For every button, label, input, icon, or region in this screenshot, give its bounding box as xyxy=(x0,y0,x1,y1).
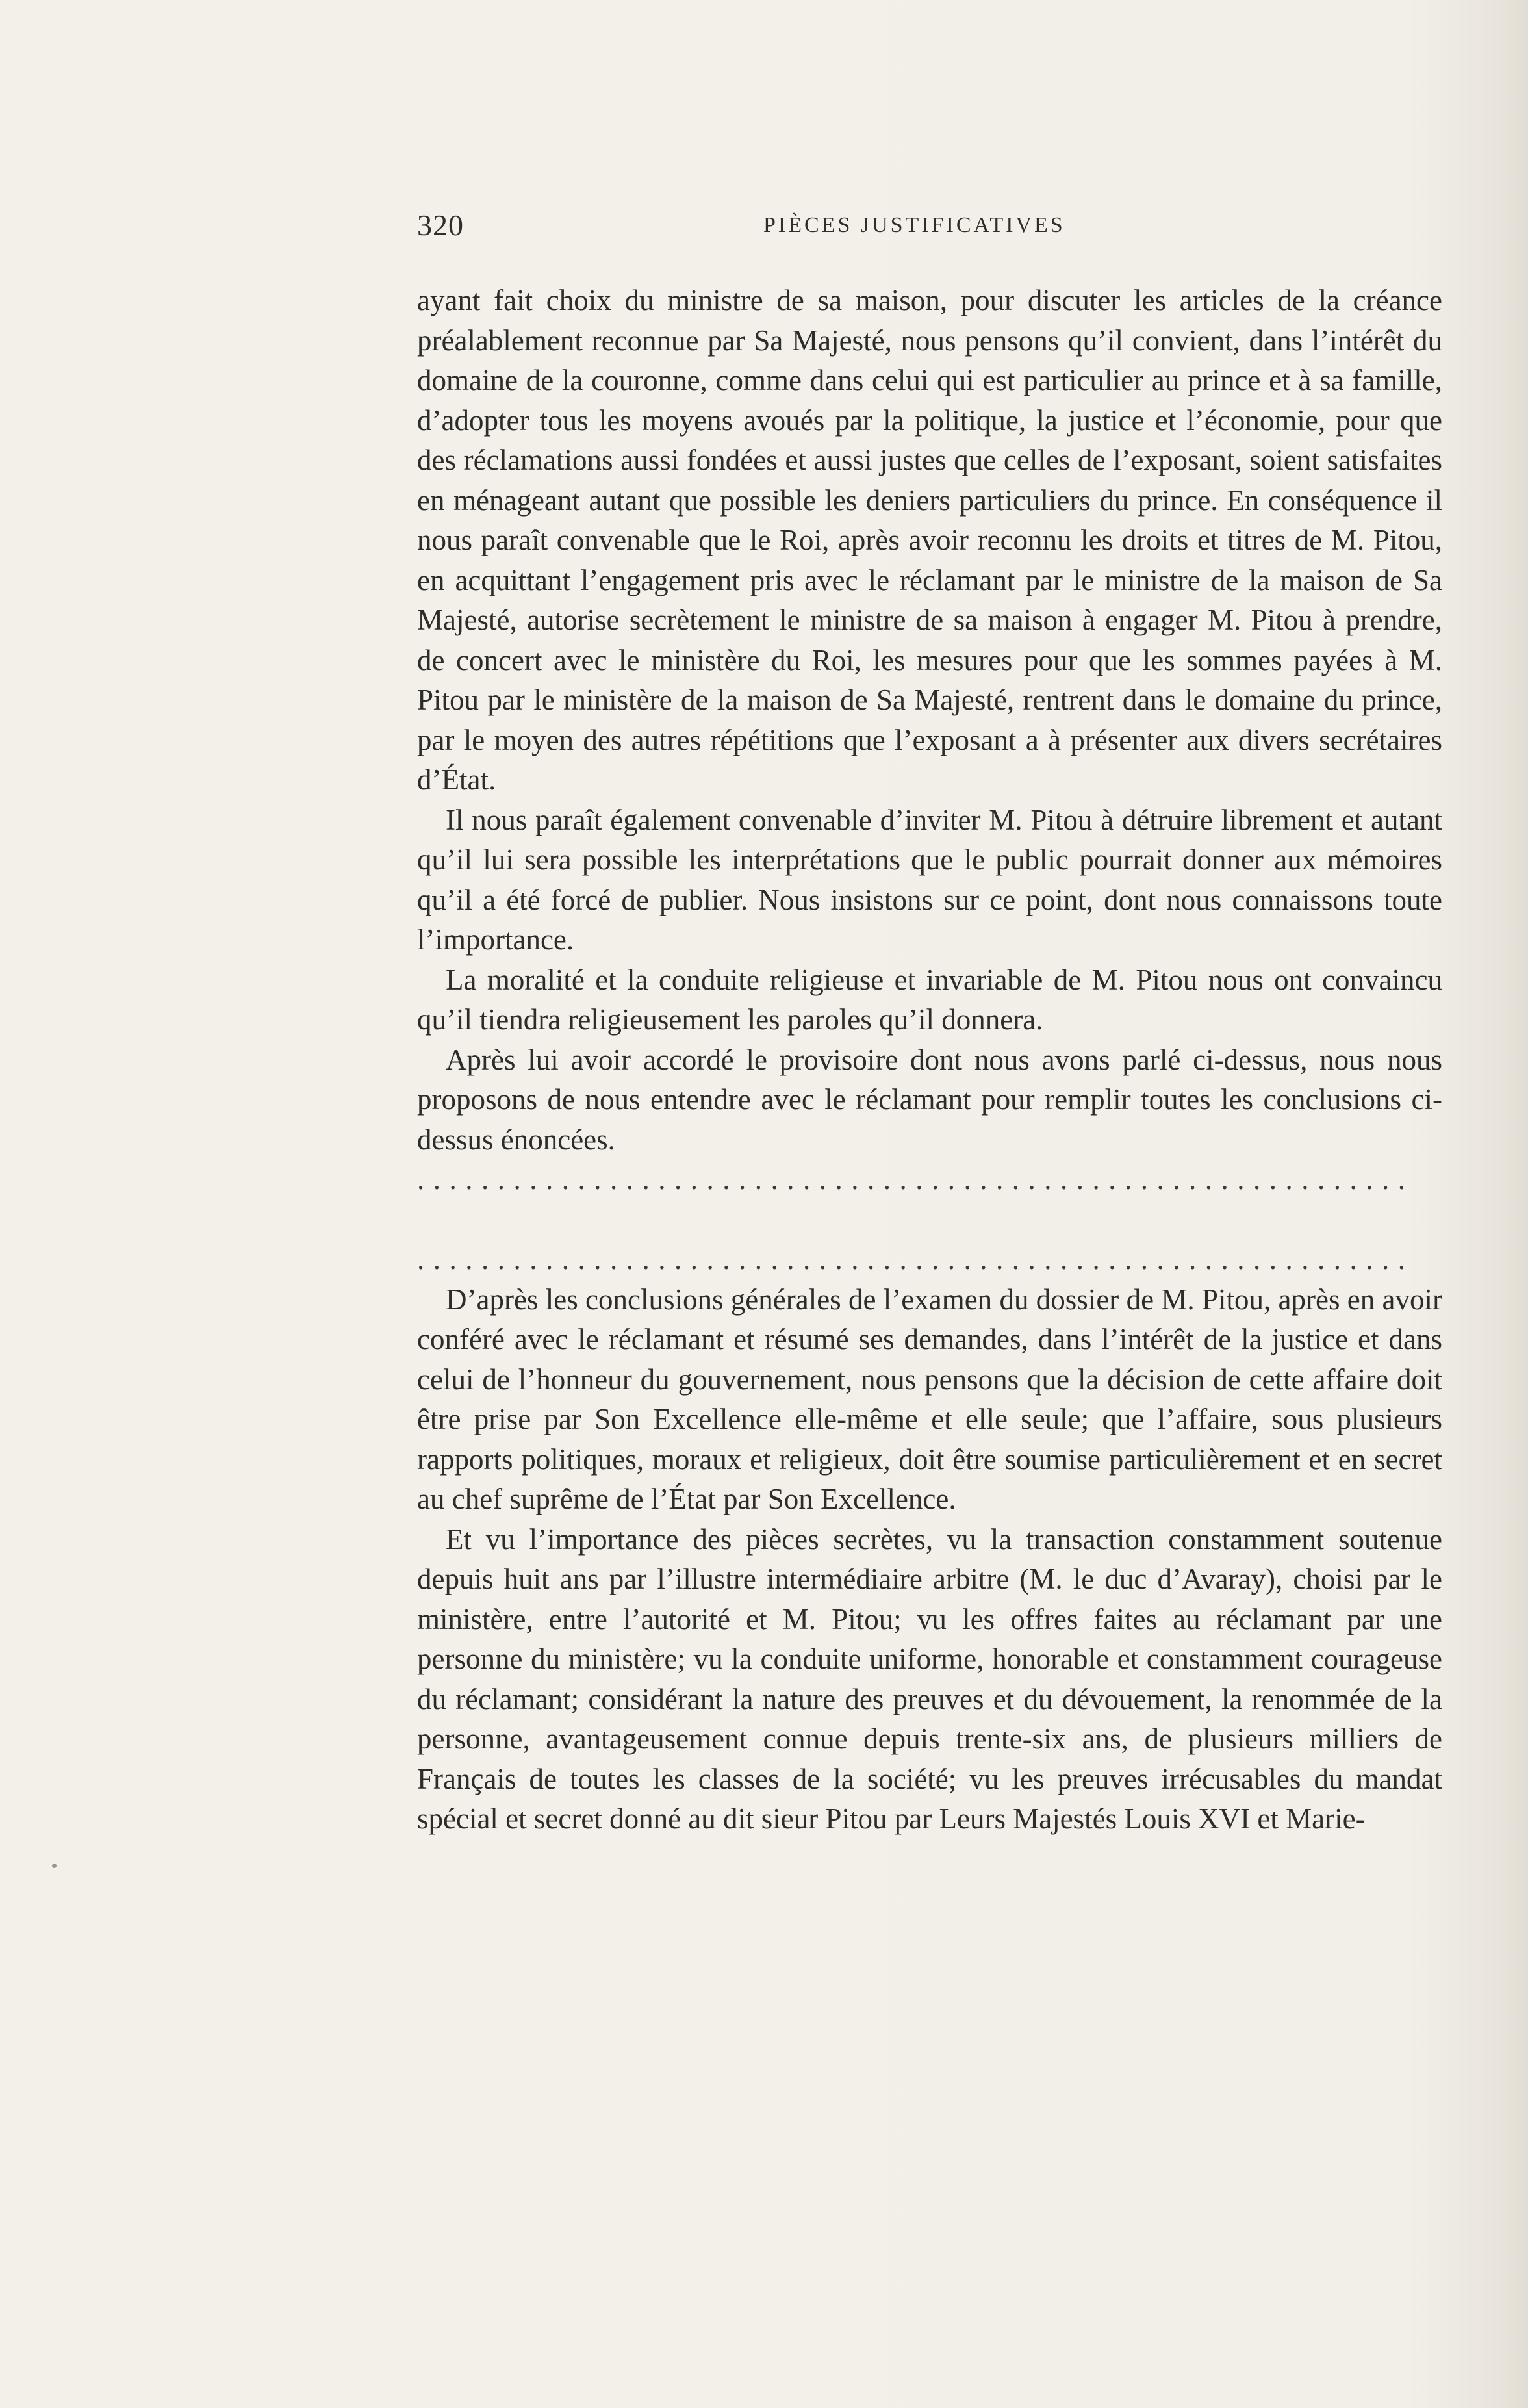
paragraph-6: Et vu l’importance des pièces secrètes, vu la transaction constamment soutenue depuis huit ans par l’illustre intermédiaire arbitre (M. le duc d’Avaray), choisi par le ministère, entre l’autorité et M. Pitou; vu les offres faites au réclamant par une personne du ministère; vu la conduite uniforme, honorable et constamment courageuse du réclamant; considérant la nature des preuves et du dévouement, la renommée de la personne, avantageusement connue depuis trente-six ans, de plusieurs milliers de Français de toutes les classes de la société; vu les preuves irrécusables du mandat spécial et secret donné au dit sieur Pitou par Leurs Majestés Louis XVI et Marie- xyxy=(417,1522,1442,1835)
paragraph-4: Après lui avoir accordé le provisoire dont nous avons parlé ci-dessus, nous nous proposons de nous entendre avec le réclamant pour remplir toutes les conclusions ci-dessus énoncées. xyxy=(417,1043,1442,1156)
page-number: 320 xyxy=(417,209,464,242)
paragraph-1: ayant fait choix du ministre de sa maison, pour discuter les articles de la créance préalablement reconnue par Sa Majesté, nous pensons qu’il convient, dans l’intérêt du domaine de la couronne, comme dans celui qui est particulier au prince et à sa famille, d’adopter tous les moyens avoués par la politique, la justice et l’économie, pour que des réclamations aussi fondées et aussi justes que celles de l’exposant, soient satisfaites en ménageant autant que possible les deniers particuliers du prince. En conséquence il nous paraît convenable que le Roi, après avoir reconnu les droits et titres de M. Pitou, en acquittant l’engagement pris avec le réclamant par le ministre de la maison de Sa Majesté, autorise secrètement le ministre de sa maison à engager M. Pitou à prendre, de concert avec le ministère du Roi, les mesures pour que les sommes payées à M. Pitou par le ministère de la maison de Sa Majesté, rentrent dans le domaine du prince, par le moyen des autres répétitions que l’exposant a à présenter aux divers secrétaires d’État. xyxy=(417,284,1442,796)
paragraph-5: D’après les conclusions générales de l’examen du dossier de M. Pitou, après en avoir conféré avec le réclamant et résumé ses demandes, dans l’intérêt de la justice et dans celui de l’honneur du gouvernement, nous pensons que la décision de cette affaire doit être prise par Son Excellence elle-même et elle seule; que l’affaire, sous plusieurs rapports politiques, moraux et religieux, doit être soumise particulièrement et en secret au chef suprême de l’État par Son Excellence. xyxy=(417,1283,1442,1515)
paragraph-3: La moralité et la conduite religieuse et invariable de M. Pitou nous ont convaincu qu’il tiendra religieusement les paroles qu’il donnera. xyxy=(417,963,1442,1036)
running-head xyxy=(417,208,1442,260)
running-title: PIÈCES JUSTIFICATIVES xyxy=(763,213,1065,237)
separator-gap xyxy=(417,1200,1442,1240)
ellipsis-separator: .............................................................. xyxy=(417,1163,1414,1196)
body-text xyxy=(417,281,1442,1839)
paragraph-2: Il nous paraît également convenable d’inviter M. Pitou à détruire librement et autant qu’il lui sera possible les interprétations que le public pourrait donner aux mémoires qu’il a été forcé de publier. Nous insistons sur ce point, dont nous connaissons toute l’importance. xyxy=(417,803,1442,956)
paper-speck xyxy=(52,1864,57,1868)
ellipsis-separator: .............................................................. xyxy=(417,1243,1414,1275)
